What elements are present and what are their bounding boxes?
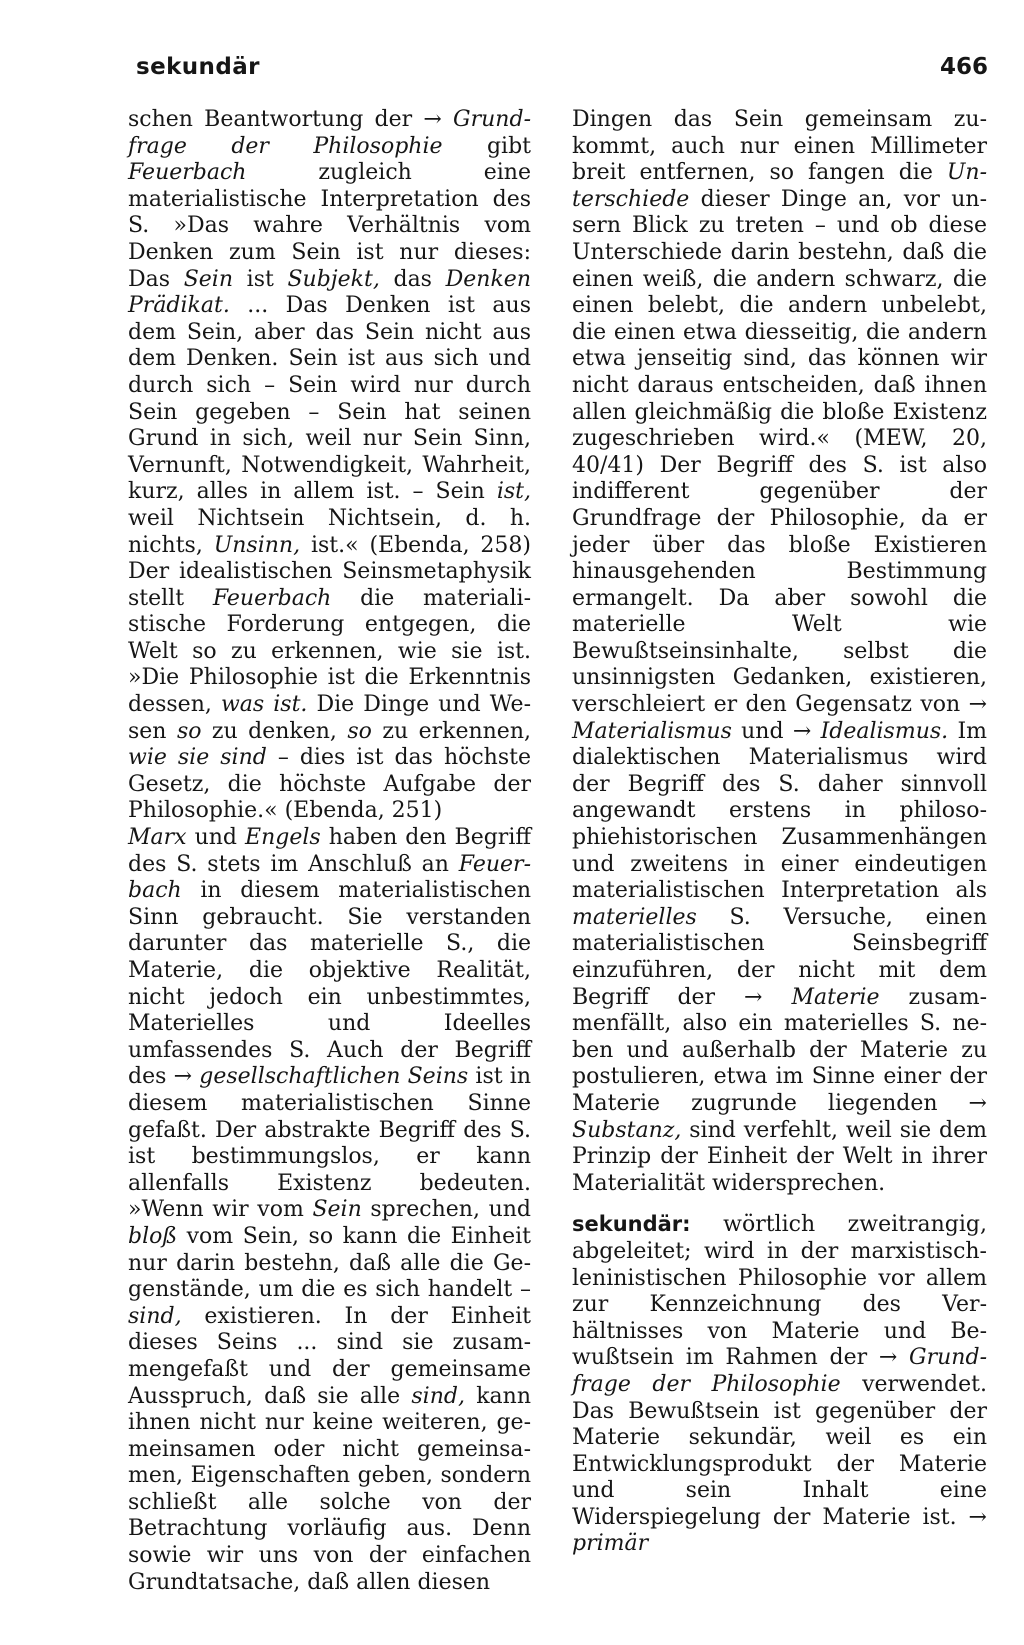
italic-term: Grundfrage der Philosophie [572,1345,987,1397]
text-run: in diesem materialistischen Sinn gebraucht. Sie verstanden darunter das materielle S., die Materie, die objektive Realität, nicht jedoch ein unbestimmtes, Materielles und Ideelles umfassendes S. Auch der Begriff des → [128,878,531,1090]
text-run: sprechen, und [361,1197,531,1223]
text-run: und [186,825,246,851]
italic-term: Unterschiede [572,160,987,212]
italic-term: sind, [128,1303,182,1329]
italic-term: Feuerbach [212,585,332,611]
text-run: Dingen das Sein gemeinsam zukommt, auch nur einen Millimeter breit entfernen, so fangen die [572,107,987,186]
italic-term: gesellschaftlichen Seins [199,1064,469,1090]
text-run: – dies ist das höchste Gesetz, die höchste Aufgabe der Philosophie.« (Ebenda, 251) [128,745,532,824]
text-run: das [379,266,446,292]
text-run: S. Versuche, einen materialistischen Seinsbegriff einzuführen, der nicht mit dem Begriff der → [572,904,987,1010]
italic-term: so [176,718,202,744]
page-number: 466 [939,54,988,80]
italic-term: Marx [128,825,187,851]
text-run: zusammenfällt, also ein materielles S. neben und außerhalb der Materie zu postulieren, etwa im Sinne einer der Materie zugrunde liegenden → [572,984,987,1116]
text-run: wörtlich zweitrangig, abgeleitet; wird in der marxistisch-leninistischen Philosophie vor allem zur Kennzeichnung des Verhältnisses von Materie und Bewußtsein im Rahmen der → [572,1212,987,1371]
left-column [128,107,531,1596]
italic-term: Feuerbach [128,160,247,186]
text-run: Im dialektischen Materialismus wird der Begriff des S. daher sinnvoll angewandt erstens in philosophiehistorischen Zusammenhängen und zweitens in einer eindeutigen materialistischen Interpretation als [572,718,987,904]
italic-term: so [347,718,372,744]
text-run: die materialistische Forderung entgegen, die Welt so zu erkennen, wie sie ist. »Die Philosophie ist die Erkenntnis dessen, [128,585,531,718]
text-run: sind verfehlt, weil sie dem Prinzip der Einheit der Welt in ihrer Materialität widersprechen. [572,1117,987,1196]
running-head-keyword: sekundär [136,54,260,80]
text-run: verwendet. Das Bewußtsein ist gegenüber der Materie sekundär, weil es ein Entwicklungsprodukt der Materie und sein Inhalt eine Widerspiegelung der Materie ist. → [572,1371,987,1530]
text-run: ... Das Denken ist aus dem Sein, aber das Sein nicht aus dem Denken. Sein ist aus sich und durch sich – Sein wird nur durch Sein gegeben – Sein hat seinen Grund in sich, weil nur Sein Sinn, Vernunft, Notwendigkeit, Wahrheit, kurz, alles in allem ist. – Sein [128,293,531,505]
page-header [136,48,988,98]
text-run: haben den Begriff des S. stets im Anschluß an [128,825,531,877]
text-run: weil Nichtsein Nichtsein, d. h. nichts, [128,505,531,558]
italic-term: Engels [245,825,321,851]
italic-term: Unsinn, [213,532,301,558]
italic-term: ist, [496,479,531,505]
right-paragraph-1 [572,107,987,1197]
text-run: kann ihnen nicht nur keine weiteren, gemeinsamen oder nicht gemeinsamen, Eigenschaften geben, sondern schließt alle solche von der Betrachtung vorläufig aus. Denn sowie wir uns von der einfachen Grundtatsache, daß allen diesen [128,1383,531,1595]
text-run: zu erkennen, [371,718,531,744]
text-run: existieren. In der Einheit dieses Seins ... sind sie zusammengefaßt und der gemeinsame Ausspruch, daß sie alle [128,1303,531,1409]
text-run: ist [233,266,288,292]
text-run: vom Sein, so kann die Einheit nur darin bestehn, daß alle die Gegenstände, um die es sich handelt – [128,1223,531,1303]
italic-term: Materie [791,984,880,1010]
text-run: ist in diesem materialistischen Sinne gefaßt. Der abstrakte Begriff des S. ist bestimmungslos, er kann allenfalls Existenz bedeuten. »Wenn wir vom [128,1064,531,1223]
text-run: zu denken, [201,718,348,744]
italic-term: wie sie sind [128,745,267,771]
entry-spacer [572,1197,987,1211]
text-run: gibt [442,133,531,159]
italic-term: Feuerbach [128,851,531,904]
left-paragraph-2 [128,825,531,1596]
italic-term: Grundfrage der Philosophie [128,107,531,159]
entry-definition [572,1212,987,1556]
entry-keyword: sekundär: [572,1212,691,1237]
entry-sekundaer [572,1211,987,1558]
italic-term: primär [572,1531,649,1557]
italic-term: Substanz, [572,1117,682,1143]
italic-term: Subjekt, [287,266,380,292]
italic-term: Idealismus. [820,718,949,744]
italic-term: materielles [572,904,697,930]
left-paragraph-1 [128,107,531,825]
text-run: dieser Dinge an, vor unsern Blick zu treten – und ob diese Unterschiede darin bestehn, daß die einen weiß, die andern schwarz, die einen belebt, die andern unbelebt, die einen etwa diesseitig, die andern etwa jenseitig sind, das können wir nicht daraus entscheiden, daß ihnen allen gleichmäßig die bloße Existenz zugeschrieben wird.« (MEW, 20, 40/41) Der Begriff des S. ist also indifferent gegenüber der Grundfrage der Philosophie, da er jeder über das bloße Existieren hinausgehenden Bestimmung ermangelt. Da aber sowohl die materielle Welt wie Bewußtseinsinhalte, selbst die unsinnigsten Gedanken, existieren, verschleiert er den Gegensatz von → [572,186,987,718]
text-run: zugleich eine materialistische Interpretation des S. »Das wahre Verhältnis vom Denken zum Sein ist nur dieses: Das [128,160,531,292]
text-run: Die Dinge und Wesen [128,692,532,744]
italic-term: was ist. [220,692,308,718]
text-run: schen Beantwortung der → [128,107,454,132]
italic-term: Materialismus [572,718,732,744]
right-column [572,107,987,1558]
text-run: und → [731,718,821,744]
italic-term: Denken Prädikat. [128,266,531,319]
italic-term: Sein [183,266,233,292]
italic-term: bloß [128,1223,178,1249]
italic-term: Sein [312,1197,362,1223]
text-run: ist.« (Ebenda, 258) Der idealistischen Seinsmetaphysik stellt [128,532,532,611]
italic-term: sind, [411,1383,465,1409]
